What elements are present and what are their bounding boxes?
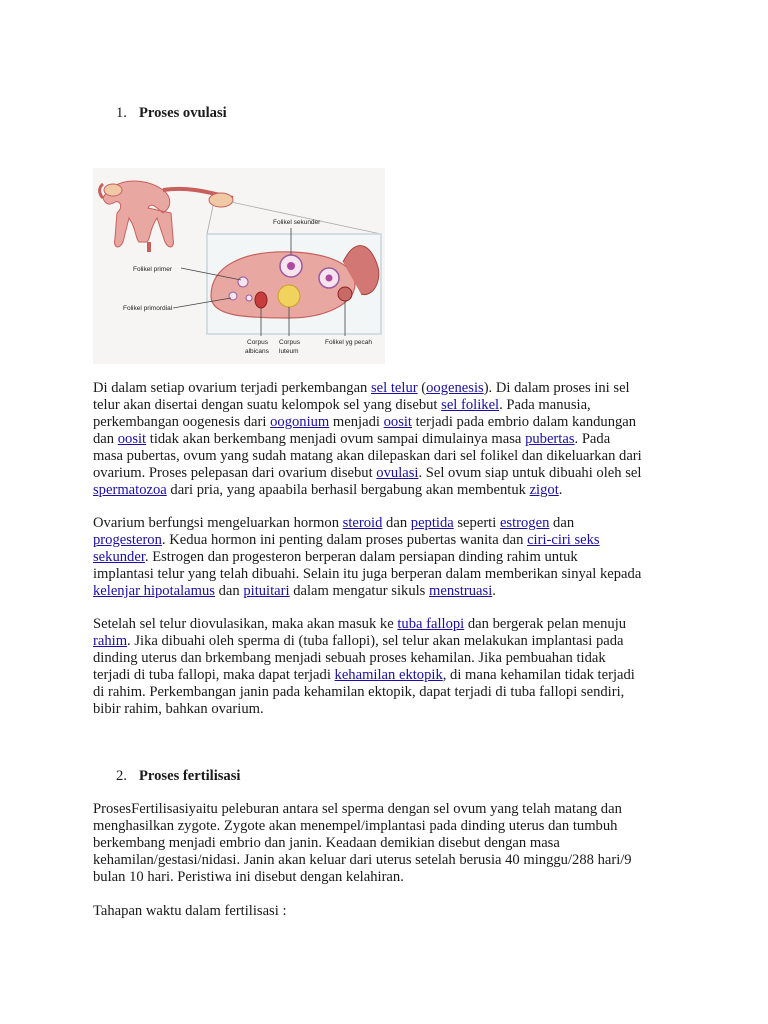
paragraph-hormon-ovarium xyxy=(93,515,693,600)
hyperlink[interactable]: oosit xyxy=(117,431,147,447)
label-folikel-primer: Folikel primer xyxy=(133,266,173,273)
hyperlink[interactable]: ovulasi xyxy=(376,465,419,481)
hyperlink[interactable]: progesteron xyxy=(93,532,162,548)
text-line xyxy=(93,414,693,431)
text-run: , di mana kehamilan tidak terjadi xyxy=(442,667,635,683)
text-run: Tahapan waktu dalam fertilisasi : xyxy=(93,903,287,919)
hyperlink[interactable]: steroid xyxy=(342,515,383,531)
text-line xyxy=(93,465,693,482)
hyperlink[interactable]: spermatozoa xyxy=(93,482,167,498)
paragraph-ovarium-oogenesis xyxy=(93,380,693,499)
paragraph-tahapan xyxy=(93,903,693,920)
text-line xyxy=(93,869,693,886)
hyperlink[interactable]: menstruasi xyxy=(429,583,493,599)
text-line xyxy=(93,431,693,448)
text-run: implantasi telur yang telah dibuahi. Selain itu juga berperan dalam memberikan sinyal kepada xyxy=(93,566,642,582)
hyperlink[interactable]: oosit xyxy=(383,414,412,430)
text-run: . Pada manusia, xyxy=(499,397,591,413)
ovary-diagram xyxy=(93,168,385,364)
text-run: seperti xyxy=(453,515,500,531)
section-number: 2. xyxy=(116,768,127,784)
text-line xyxy=(93,835,693,852)
text-line xyxy=(93,852,693,869)
label-corpus-luteum-1: Corpus xyxy=(279,339,300,346)
section-heading-ovulasi xyxy=(116,105,227,122)
text-line xyxy=(93,616,693,633)
text-line xyxy=(93,448,693,465)
text-run: dalam mengatur sikuls xyxy=(289,583,430,599)
text-run: dan xyxy=(549,515,575,531)
text-run: bulan 10 hari. Peristiwa ini disebut dengan kelahiran. xyxy=(93,869,404,885)
hyperlink[interactable]: sekunder xyxy=(93,549,145,565)
text-line xyxy=(93,583,693,600)
text-run: terjadi di tuba fallopi, maka dapat terjadi xyxy=(93,667,335,683)
section-title: Proses fertilisasi xyxy=(139,768,241,784)
text-run: Setelah sel telur diovulasikan, maka akan masuk ke xyxy=(93,616,398,632)
text-line xyxy=(93,667,693,684)
text-line xyxy=(93,818,693,835)
text-line xyxy=(93,801,693,818)
text-line xyxy=(93,903,693,920)
hyperlink[interactable]: pituitari xyxy=(243,583,290,599)
text-run: . Kedua hormon ini penting dalam proses pubertas wanita dan xyxy=(161,532,528,548)
section-heading-fertilisasi xyxy=(116,768,240,785)
text-run: terjadi pada embrio dalam kandungan xyxy=(411,414,637,430)
text-run: . Pada xyxy=(574,431,611,447)
text-run: . xyxy=(558,482,563,498)
text-run: dan bergerak pelan menuju xyxy=(464,616,627,632)
hyperlink[interactable]: tuba fallopi xyxy=(397,616,465,632)
text-run: dinding uterus dan brkembang menjadi sebuah proses kehamilan. Jika pembuahan tidak xyxy=(93,650,606,666)
paragraph-implantasi xyxy=(93,616,693,718)
text-line xyxy=(93,701,693,718)
label-folikel-primordial: Folikel primordial xyxy=(123,305,173,312)
text-run: menghasilkan zygote. Zygote akan menempel/implantasi pada dinding uterus dan tumbuh xyxy=(93,818,618,834)
hyperlink[interactable]: rahim xyxy=(93,633,128,649)
text-run: . Jika dibuahi oleh sperma di (tuba fallopi), sel telur akan melakukan implantasi pada xyxy=(127,633,624,649)
text-line xyxy=(93,397,693,414)
hyperlink[interactable]: kelenjar hipotalamus xyxy=(93,583,215,599)
text-run: ( xyxy=(417,380,427,396)
text-run: masa pubertas, ovum yang sudah matang akan dilepaskan dari sel folikel dan dikeluarkan dari xyxy=(93,448,642,464)
hyperlink[interactable]: estrogen xyxy=(499,515,550,531)
section-title: Proses ovulasi xyxy=(139,105,227,121)
hyperlink[interactable]: kehamilan ektopik xyxy=(334,667,443,683)
label-folikel-pecah: Folikel yg pecah xyxy=(325,339,372,346)
paragraph-fertilisasi xyxy=(93,801,693,886)
text-run: . xyxy=(492,583,496,599)
text-run: ovarium. Proses pelepasan dari ovarium disebut xyxy=(93,465,377,481)
text-run: kehamilan/gestasi/nidasi. Janin akan keluar dari uterus setelah berusia 40 minggu/288 hari/9 xyxy=(93,852,632,868)
text-run: ProsesFertilisasiyaitu peleburan antara sel sperma dengan sel ovum yang telah matang dan xyxy=(93,801,622,817)
hyperlink[interactable]: peptida xyxy=(410,515,454,531)
ovary-diagram-figure xyxy=(93,168,385,364)
label-folikel-sekunder: Folikel sekunder xyxy=(273,219,321,226)
text-run: berkembang menjadi embrio dan janin. Keadaan demikian disebut dengan masa xyxy=(93,835,560,851)
text-line xyxy=(93,650,693,667)
text-line xyxy=(93,380,693,397)
text-run: Ovarium berfungsi mengeluarkan hormon xyxy=(93,515,343,531)
text-run: bibir rahim, bahkan ovarium. xyxy=(93,701,264,717)
label-corpus-albicans-2: albicans xyxy=(245,348,269,355)
text-line xyxy=(93,633,693,650)
label-corpus-albicans-1: Corpus xyxy=(247,339,268,346)
text-line xyxy=(93,684,693,701)
text-run: menjadi xyxy=(329,414,384,430)
hyperlink[interactable]: ciri-ciri seks xyxy=(527,532,600,548)
text-run: . Estrogen dan progesteron berperan dalam persiapan dinding rahim untuk xyxy=(144,549,578,565)
text-run: perkembangan oogenesis dari xyxy=(93,414,271,430)
text-run: Di dalam setiap ovarium terjadi perkembangan xyxy=(93,380,371,396)
label-corpus-luteum-2: luteum xyxy=(279,348,299,355)
text-run: telur akan disertai dengan suatu kelompok sel yang disebut xyxy=(93,397,442,413)
text-line xyxy=(93,482,693,499)
section-number: 1. xyxy=(116,105,127,121)
text-line xyxy=(93,515,693,532)
hyperlink[interactable]: oogenesis xyxy=(426,380,484,396)
text-run: dan xyxy=(214,583,244,599)
hyperlink[interactable]: sel folikel xyxy=(441,397,500,413)
text-line xyxy=(93,532,693,549)
hyperlink[interactable]: sel telur xyxy=(371,380,418,396)
text-line xyxy=(93,566,693,583)
hyperlink[interactable]: pubertas xyxy=(525,431,575,447)
text-run: dari pria, yang apaabila berhasil bergabung akan membentuk xyxy=(166,482,530,498)
hyperlink[interactable]: oogonium xyxy=(270,414,330,430)
text-run: ). Di dalam proses ini sel xyxy=(483,380,630,396)
text-run: dan xyxy=(93,431,118,447)
text-run: di rahim. Perkembangan janin pada kehamilan ektopik, dapat terjadi di tuba fallopi sendiri, xyxy=(93,684,625,700)
text-run: tidak akan berkembang menjadi ovum sampai dimulainya masa xyxy=(146,431,526,447)
text-run: dan xyxy=(382,515,411,531)
text-run: . Sel ovum siap untuk dibuahi oleh sel xyxy=(418,465,642,481)
hyperlink[interactable]: zigot xyxy=(529,482,559,498)
text-line xyxy=(93,549,693,566)
